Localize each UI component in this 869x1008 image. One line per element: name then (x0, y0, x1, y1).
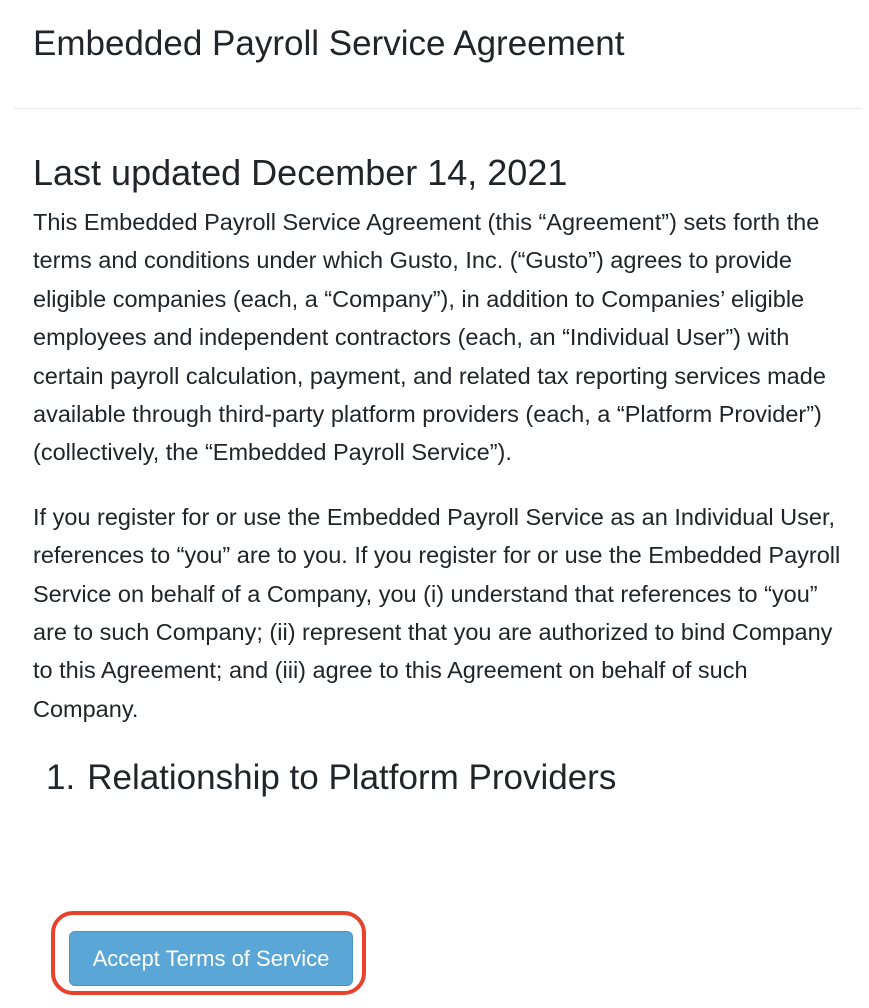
section-title: Relationship to Platform Providers (87, 758, 617, 798)
modal-header (14, 0, 861, 109)
section-heading (33, 754, 845, 802)
agreement-scroll-area[interactable] (0, 109, 869, 862)
section-number: 1. (46, 758, 76, 798)
agreement-paragraph: This Embedded Payroll Service Agreement (this “Agreement”) sets forth the terms and conditions under which Gusto, Inc. (“Gusto”) agrees to provide eligible companies (each, a “Company”), in addition to Companies’ eligible employees and independent contractors (each, an “Individual User”) with certain payroll calculation, payment, and related tax reporting services made available through third-party platform providers (each, a “Platform Provider”) (collectively, the “Embedded Payroll Service”). (33, 209, 826, 466)
agreement-content (33, 149, 845, 802)
accept-terms-button[interactable]: Accept Terms of Service (69, 931, 353, 986)
last-updated-heading: Last updated December 14, 2021 (33, 152, 568, 193)
modal-title: Embedded Payroll Service Agreement (33, 24, 625, 63)
agreement-paragraph: If you register for or use the Embedded Payroll Service as an Individual User, references to “you” are to you. If you register for or use the Embedded Payroll Service on behalf of a Company, you (i) understand that references to “you” are to such Company; (ii) represent that you are authorized to bind Company to this Agreement; and (iii) agree to this Agreement on behalf of such Company. (33, 503, 841, 722)
